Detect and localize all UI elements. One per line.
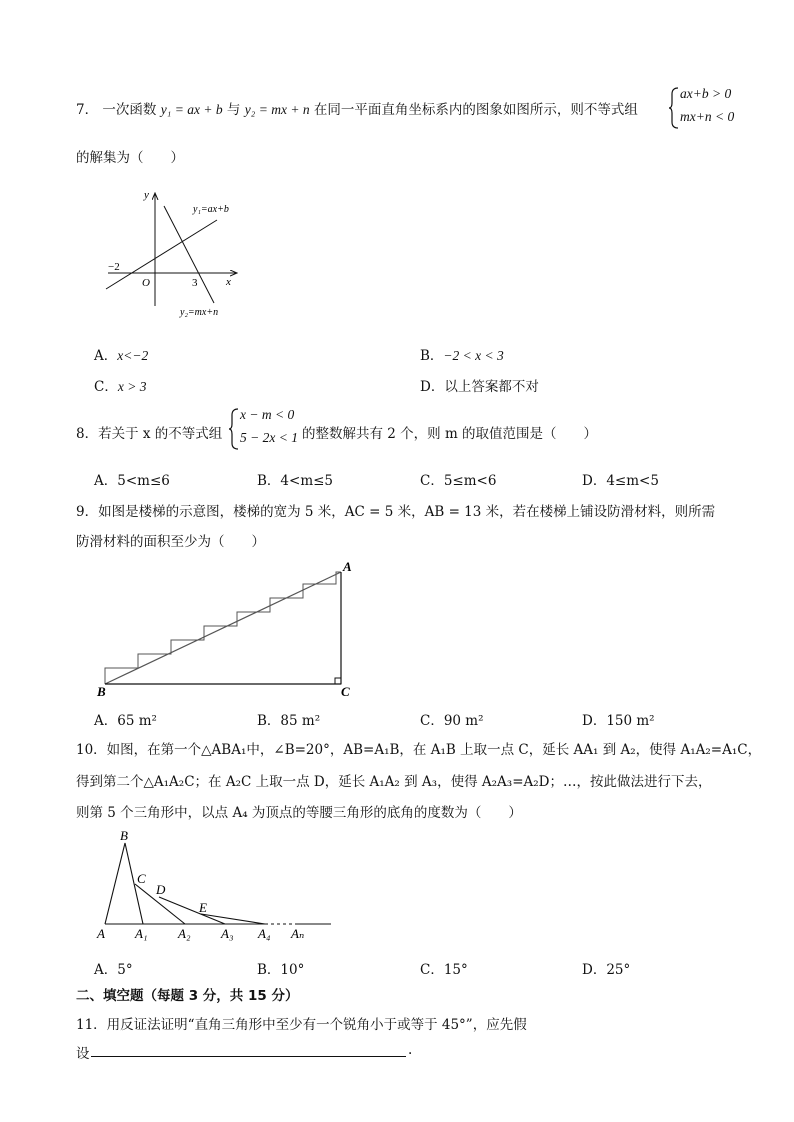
q9-number: 9． — [76, 504, 99, 520]
q7-line-y1 — [106, 220, 217, 289]
q10-option-d[interactable]: D．25° — [582, 962, 631, 978]
q7-system-line1: ax+b > 0 — [680, 86, 732, 101]
q10-option-a[interactable]: A．5° — [94, 962, 133, 978]
q10-label-e: E — [199, 900, 207, 915]
q9-option-d[interactable]: D．150 m² — [582, 713, 655, 729]
q10-figure — [93, 828, 343, 948]
q7-line-y2 — [164, 206, 214, 303]
q8-system-line1: x − m < 0 — [240, 407, 295, 422]
q8-stem-b: 的整数解共有 2 个，则 m 的取值范围是（ ） — [302, 426, 598, 442]
q10-triangles — [105, 843, 265, 924]
q11-stem-prefix: 设 — [76, 1046, 90, 1062]
q10-label-d: D — [156, 882, 166, 897]
section2-title: 二、填空题（每题 3 分，共 15 分） — [76, 988, 299, 1004]
q10-label-an: Aₙ — [291, 926, 305, 941]
q9-label-b: B — [97, 684, 106, 699]
q7-option-a-letter: A． — [94, 348, 118, 364]
q7-system-brace — [668, 86, 680, 130]
q7-stem-a: 一次函数 — [102, 102, 157, 118]
q7-eq1: y₁ = ax + b — [160, 102, 223, 117]
q7-number: 7． — [76, 102, 99, 118]
q8-number: 8． — [76, 426, 99, 442]
q7-x-label: x — [226, 276, 231, 288]
q7-stem-line1 — [76, 98, 638, 118]
q10-stem-line1: 10．如图，在第一个△ABA₁中，∠B=20°，AB=A₁B，在 A₁B 上取一点 C，延长 AA₁ 到 A₂，使得 A₁A₂=A₁C， — [76, 742, 762, 758]
q9-option-a[interactable]: A．65 m² — [94, 713, 157, 729]
q9-label-a: A — [343, 559, 352, 574]
q9-stem-text: 如图是楼梯的示意图，楼梯的宽为 5 米，AC = 5 米，AB = 13 米，若在楼梯上铺设防滑材料，则所需 — [98, 504, 716, 520]
q9-hypotenuse — [105, 572, 341, 684]
q7-stem-b: 与 — [226, 102, 241, 118]
q10-label-c: C — [137, 871, 146, 886]
q10-stem-line3: 则第 5 个三角形中，以点 A₄ 为顶点的等腰三角形的底角的度数为（ ） — [76, 805, 522, 821]
q7-eq2: y₂ = mx + n — [244, 102, 310, 117]
q10-label-a: A — [97, 926, 105, 941]
q10-option-b[interactable]: B．10° — [257, 962, 305, 978]
q9-option-b[interactable]: B．85 m² — [257, 713, 321, 729]
q8-option-c[interactable]: C．5≤m<6 — [420, 473, 497, 489]
q7-stem-line2: 的解集为（ ） — [76, 150, 184, 166]
q8-stem-text: 若关于 x 的不等式组 — [98, 426, 223, 442]
q10-label-a3: A₃ — [221, 926, 234, 941]
q7-figure — [100, 188, 260, 318]
q8-system-line2: 5 − 2x < 1 — [240, 430, 298, 445]
q7-option-d-text: 以上答案都不对 — [444, 379, 539, 395]
q8-option-a[interactable]: A．5<m≤6 — [94, 473, 170, 489]
q7-option-a-text: x<−2 — [117, 348, 149, 363]
q7-tick-neg2: −2 — [108, 261, 120, 273]
q10-label-a2: A₂ — [178, 926, 191, 941]
q7-option-d[interactable] — [420, 375, 539, 395]
q7-option-a[interactable] — [94, 344, 148, 364]
q7-option-c-text: x > 3 — [117, 379, 147, 394]
q9-figure — [95, 560, 365, 700]
q9-label-c: C — [341, 684, 350, 699]
q7-option-d-letter: D． — [420, 379, 445, 395]
q10-option-c[interactable]: C．15° — [420, 962, 468, 978]
q10-stem-line2: 得到第二个△A₁A₂C；在 A₂C 上取一点 D，延长 A₁A₂ 到 A₃，使得 A₂A₃=A₂D；…，按此做法进行下去， — [76, 774, 712, 790]
q11-stem-line1: 11．用反证法证明“直角三角形中至少有一个锐角小于或等于 45°”，应先假 — [76, 1017, 527, 1033]
q7-option-c[interactable] — [94, 375, 146, 395]
q7-option-b-letter: B． — [420, 348, 444, 364]
q7-option-b-text: −2 < x < 3 — [443, 348, 504, 363]
q7-origin-label: O — [142, 277, 150, 289]
q10-label-b: B — [120, 828, 128, 843]
q8-option-d[interactable]: D．4≤m<5 — [582, 473, 659, 489]
q10-label-a1: A₁ — [135, 926, 148, 941]
q11-stem-suffix: . — [408, 1042, 413, 1058]
q7-option-c-letter: C． — [94, 379, 118, 395]
q9-stem-line2: 防滑材料的面积至少为（ ） — [76, 534, 265, 550]
q7-system-line2: mx+n < 0 — [680, 109, 735, 124]
q7-stem-c: 在同一平面直角坐标系内的图象如图所示，则不等式组 — [313, 102, 638, 118]
q9-stem-line1 — [76, 500, 715, 520]
q9-option-c[interactable]: C．90 m² — [420, 713, 484, 729]
q7-option-b[interactable] — [420, 344, 504, 364]
q8-system-brace — [228, 407, 240, 451]
q8-stem-a — [76, 422, 222, 442]
q7-line2-label: y₂=mx+n — [180, 307, 219, 318]
q8-option-b[interactable]: B．4<m≤5 — [257, 473, 334, 489]
q10-label-a4: A₄ — [258, 926, 271, 941]
q7-tick-3: 3 — [192, 277, 198, 289]
q7-y-label: y — [144, 189, 149, 201]
q7-line1-label: y₁=ax+b — [193, 204, 229, 215]
q11-answer-blank[interactable] — [91, 1042, 406, 1057]
